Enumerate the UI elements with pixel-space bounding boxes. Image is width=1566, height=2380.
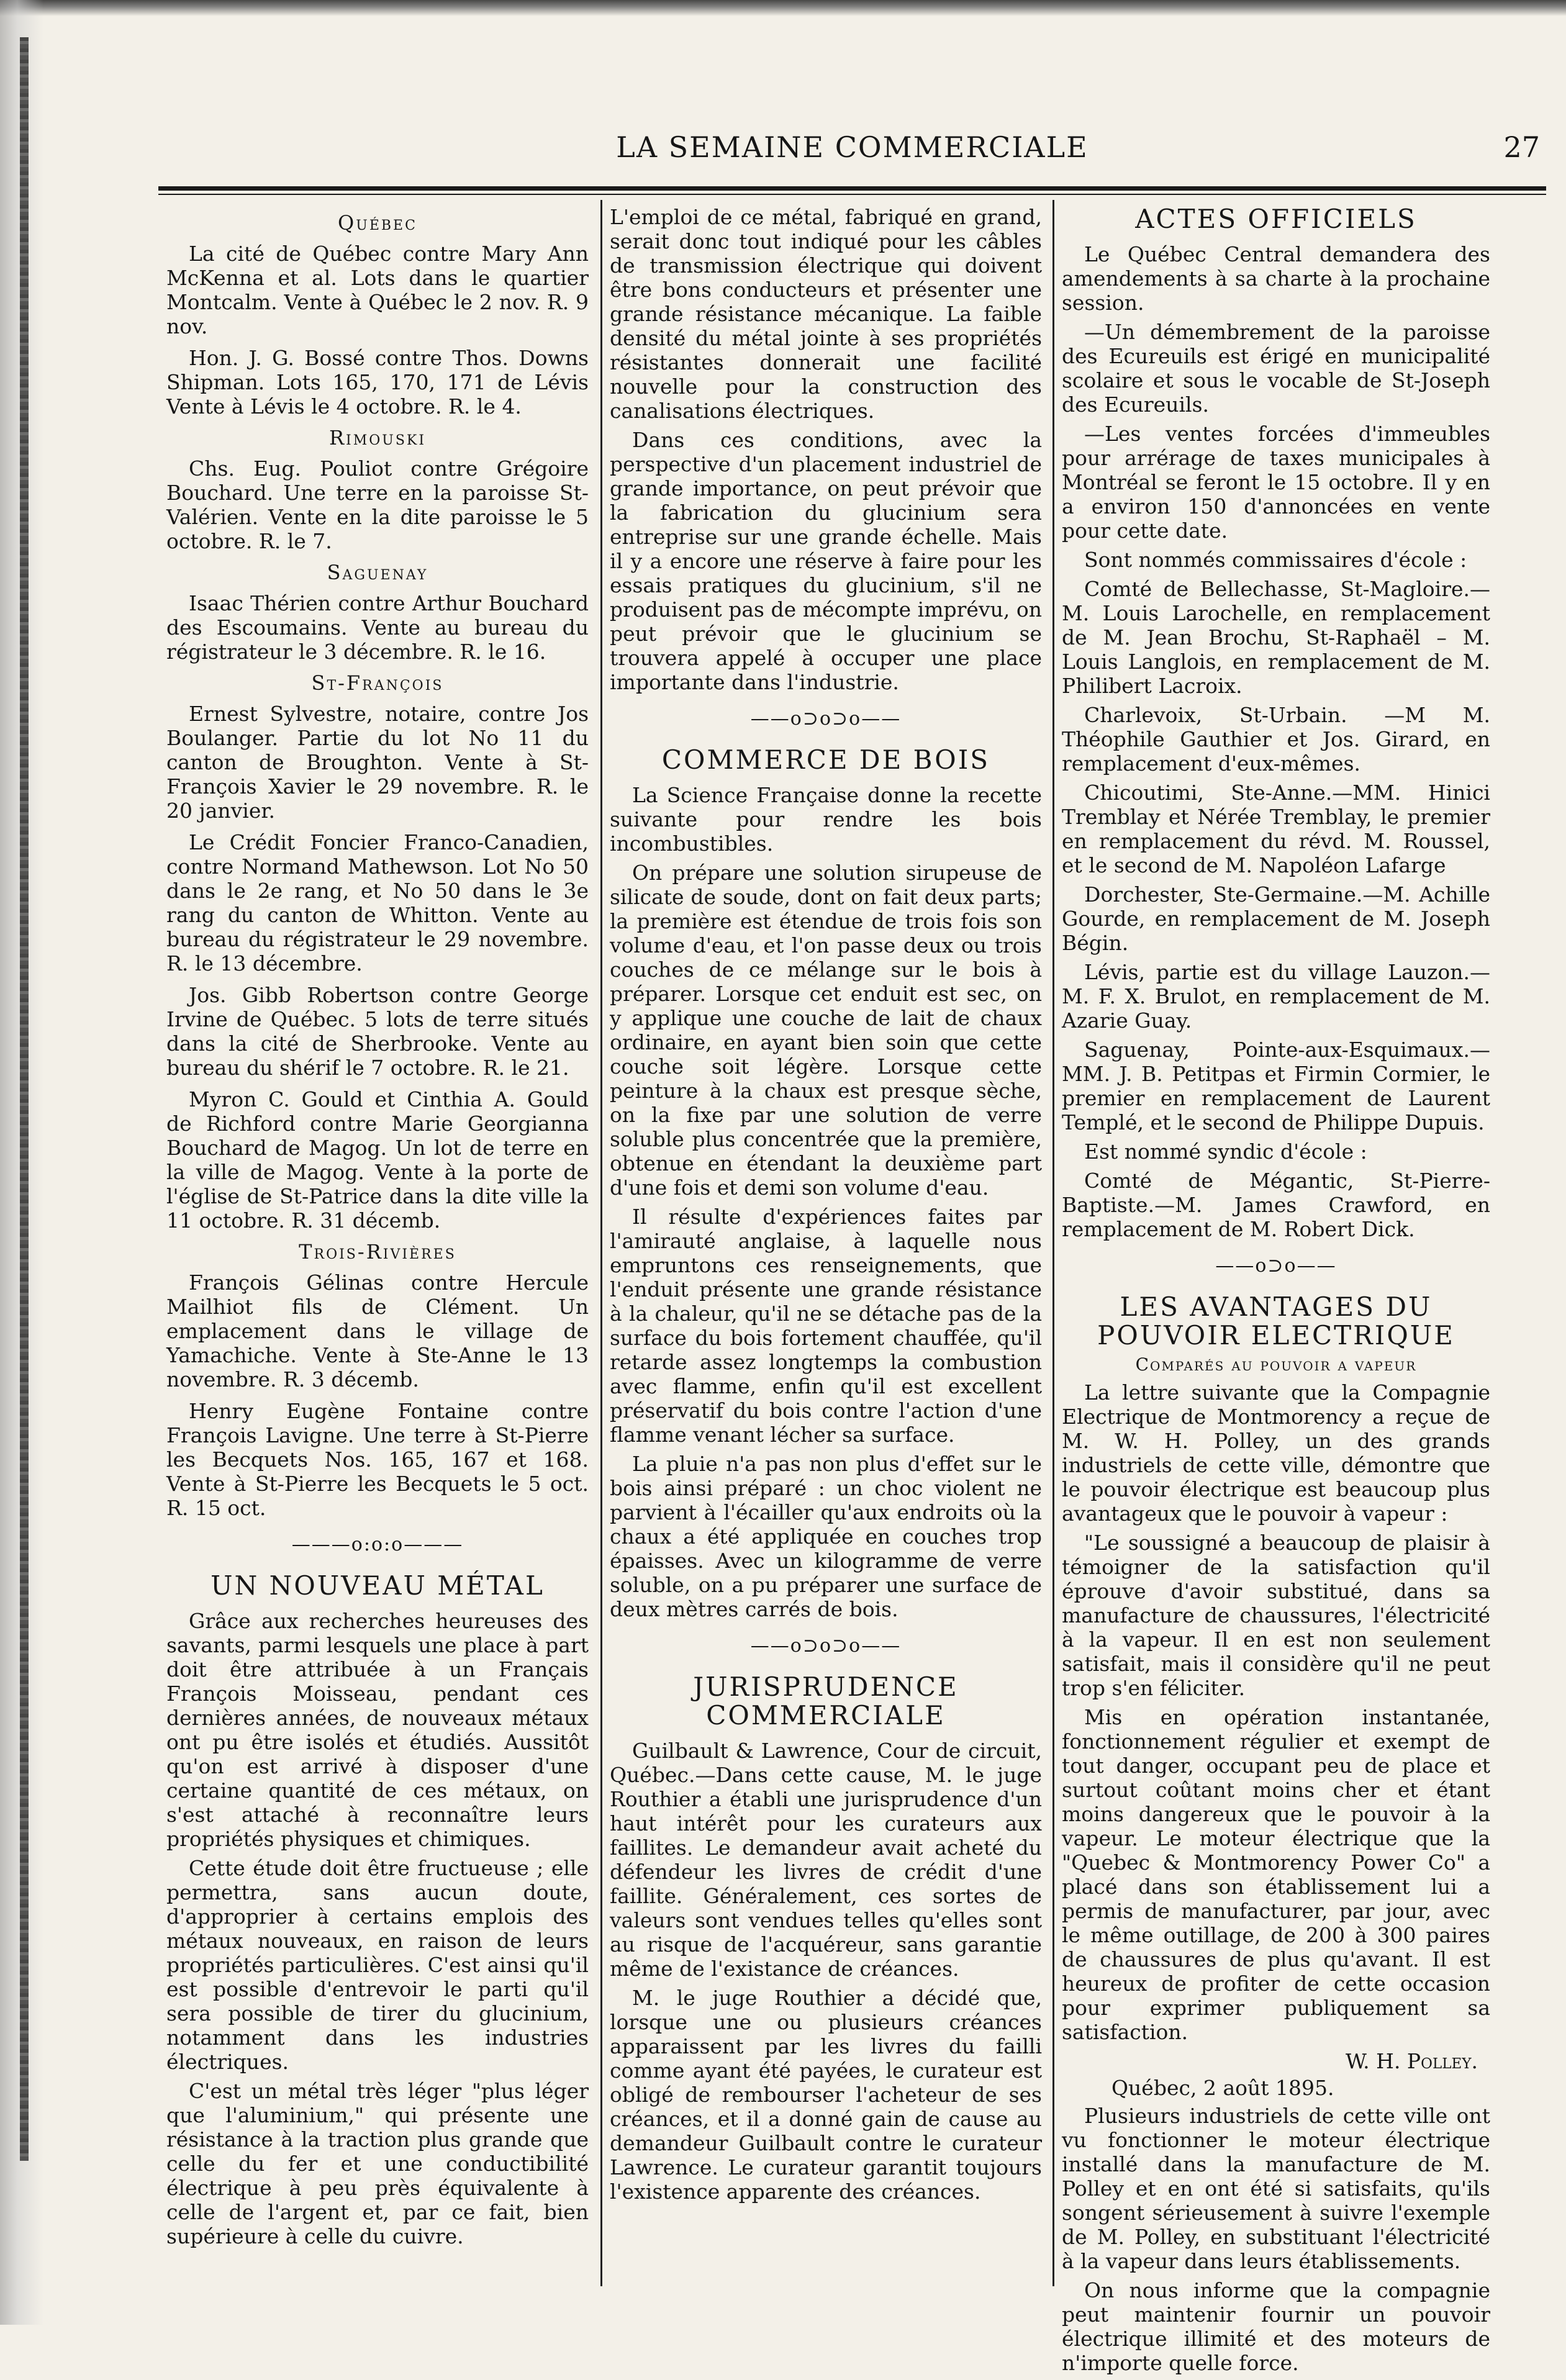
letter-signature: W. H. Polley. xyxy=(1346,2049,1478,2073)
court-section xyxy=(166,211,589,419)
article-paragraph: Charlevoix, St-Urbain. —M M. Théophile Gauthier et Jos. Girard, en remplacement d'eux-mêmes. xyxy=(1062,703,1490,776)
column-divider xyxy=(1052,200,1054,2286)
article-paragraph: Comté de Mégantic, St-Pierre-Baptiste.—M. James Crawford, en remplacement de M. Robert Dick. xyxy=(1062,1169,1490,1241)
article-paragraph: —Les ventes forcées d'immeubles pour arrérage de taxes municipales à Montréal se feront le 15 octobre. Il y en a environ 150 d'annoncées en vente pour cette date. xyxy=(1062,422,1490,543)
court-entry: Henry Eugène Fontaine contre François Lavigne. Une terre à St-Pierre les Becquets Nos. 165, 167 et 168. Vente à St-Pierre les Becquets le 5 oct. R. 15 oct. xyxy=(166,1399,589,1520)
article-title: JURISPRUDENCE COMMERCIALE xyxy=(693,1672,959,1731)
header-rule-thin xyxy=(158,194,1546,195)
article-paragraph: M. le juge Routhier a décidé que, lorsque une ou plusieurs créances apparaissent par les livres du failli comme ayant été payées, le curateur est obligé de rembourser l'acheteur de ses créances, et il a donné gain de cause au demandeur Guilbault contre le curateur Lawrence. Le curateur garantit toujours l'existence apparente des créances. xyxy=(610,1986,1042,2204)
header-rule xyxy=(158,186,1546,191)
column-middle xyxy=(610,205,1042,2209)
scan-edge-shadow xyxy=(0,0,1566,16)
article-paragraph: La pluie n'a pas non plus d'effet sur le bois ainsi préparé : un choc violent ne parvient à l'écailler qu'aux endroits où la chaux a été appliquée en couches trop épaisses. Avec un kilogramme de verre soluble, on a pu préparer une surface de deux mètres carrés de bois. xyxy=(610,1452,1042,1621)
court-entry: François Gélinas contre Hercule Mailhiot fils de Clément. Un emplacement dans le village de Yamachiche. Vente à Ste-Anne le 13 novembre. R. 3 décemb. xyxy=(166,1270,589,1391)
article-paragraph: Le Québec Central demandera des amendements à sa charte à la prochaine session. xyxy=(1062,242,1490,315)
article-paragraph: —Un démembrement de la paroisse des Ecureuils est érigé en municipalité scolaire et sous le vocable de St-Joseph des Ecureuils. xyxy=(1062,320,1490,417)
court-entry: Jos. Gibb Robertson contre George Irvine de Québec. 5 lots de terre situés dans la cité de Sherbrooke. Vente au bureau du shérif le 7 octobre. R. le 21. xyxy=(166,983,589,1080)
section-ornament: ——o⊃o—— xyxy=(1215,1255,1337,1277)
running-title: LA SEMAINE COMMERCIALE xyxy=(616,130,1089,164)
article-paragraph: Dans ces conditions, avec la perspective d'un placement industriel de grande importance, on peut prévoir que la fabrication du glucinium sera entreprise sur une grande échelle. Mais il y a encore une réserve à faire pour les essais pratiques du glucinium, s'il ne produisent pas de mécompte imprévu, on peut prévoir que le glucinium se trouvera appelé à occuper une place importante dans l'industrie. xyxy=(610,428,1042,694)
article-paragraph: Comté de Bellechasse, St-Magloire.—M. Louis Larochelle, en remplacement de M. Jean Brochu, St-Raphaël – M. Louis Langlois, en remplacement de M. Philibert Lacroix. xyxy=(1062,577,1490,698)
article-paragraph: On prépare une solution sirupeuse de silicate de soude, dont on fait deux parts; la première est étendue de trois fois son volume d'eau, et l'on passe deux ou trois couches de ce mélange sur le bois à préparer. Lorsque cet enduit est sec, on y applique une couche de lait de chaux ordinaire, en ayant bien soin que cette couche soit légère. Lorsque cette peinture à la chaux est presque sèche, on la fixe par une solution de verre soluble plus concentrée que la première, obtenue en étendant la deuxième part d'une fois et demi son volume d'eau. xyxy=(610,861,1042,1200)
district-heading: Québec xyxy=(338,211,417,235)
district-heading: Rimouski xyxy=(328,426,427,450)
section-ornament: ———o:o:o——— xyxy=(291,1534,464,1555)
article-paragraph: Saguenay, Pointe-aux-Esquimaux.—MM. J. B. Petitpas et Firmin Cormier, le premier en remplacement de Laurent Templé, et le second de Philippe Dupuis. xyxy=(1062,1038,1490,1134)
article-paragraph: L'emploi de ce métal, fabriqué en grand, serait donc tout indiqué pour les câbles de transmission électrique qui doivent être bons conducteurs et présenter une grande résistance mécanique. La faible densité du métal jointe à ses propriétés résistantes donnerait une facilité nouvelle pour la construction des canalisations électriques. xyxy=(610,205,1042,423)
article-paragraph: Sont nommés commissaires d'école : xyxy=(1084,548,1467,572)
article-paragraph: Dorchester, Ste-Germaine.—M. Achille Gourde, en remplacement de M. Joseph Bégin. xyxy=(1062,882,1490,955)
article-title: LES AVANTAGES DU POUVOIR ELECTRIQUE xyxy=(1097,1292,1455,1351)
court-section xyxy=(166,1240,589,1520)
court-entry: Myron C. Gould et Cinthia A. Gould de Richford contre Marie Georgianna Bouchard de Magog. Un lot de terre en la ville de Magog. Vente à la porte de l'église de St-Patrice dans la dite ville la 11 octobre. R. 31 décemb. xyxy=(166,1087,589,1233)
binding-spine xyxy=(20,37,29,2161)
letter-date: Québec, 2 août 1895. xyxy=(1111,2076,1334,2100)
article-paragraph: C'est un métal très léger "plus léger que l'aluminium," qui présente une résistance à la traction plus grande que celle du fer et une conductibilité électrique à peu près équivalente à celle de l'argent et, par ce fait, bien supérieure à celle du cuivre. xyxy=(166,2079,589,2248)
article-paragraph: La Science Française donne la recette suivante pour rendre les bois incombustibles. xyxy=(610,783,1042,856)
article-paragraph: Grâce aux recherches heureuses des savants, parmi lesquels une place à part doit être attribuée à un Français François Moisseau, pendant ces dernières années, de nouveaux métaux ont pu être isolés et étudiés. Aussitôt qu'on est arrivé à disposer d'une certaine quantité de ces métaux, on s'est attaché à reconnaître leurs propriétés physiques et chimiques. xyxy=(166,1609,589,1851)
column-left xyxy=(166,205,589,2253)
article-paragraph: "Le soussigné a beaucoup de plaisir à témoigner de la satisfaction qu'il éprouve d'avoir substitué, dans sa manufacture de chaussures, l'électricité à la vapeur. Il en est non seulement satisfait, mais il considère qu'il ne peut trop s'en féliciter. xyxy=(1062,1531,1490,1700)
column-right xyxy=(1062,205,1490,2380)
page-number: 27 xyxy=(1503,130,1540,164)
article-paragraph: Mis en opération instantanée, fonctionnement régulier et exempt de tout danger, occupant peu de place et surtout coûtant moins cher et étant moins dangereux que le pouvoir à la vapeur. Le moteur électrique que la "Quebec & Montmorency Power Co" a placé dans son établissement lui a permis de manufacturer, par jour, avec le même outillage, de 200 à 300 paires de chaussures de plus qu'avant. Il est heureux de profiter de cette occasion pour exprimer publiquement sa satisfaction. xyxy=(1062,1705,1490,2044)
article-paragraph: Lévis, partie est du village Lauzon.—M. F. X. Brulot, en remplacement de M. Azarie Guay. xyxy=(1062,960,1490,1033)
column-divider xyxy=(600,200,602,2286)
section-ornament: ——o⊃o⊃o—— xyxy=(750,708,902,730)
page-header xyxy=(158,130,1546,174)
court-section xyxy=(166,561,589,664)
court-entry: La cité de Québec contre Mary Ann McKenna et al. Lots dans le quartier Montcalm. Vente à Québec le 2 nov. R. 9 nov. xyxy=(166,242,589,338)
district-heading: St-François xyxy=(311,671,444,695)
court-entry: Isaac Thérien contre Arthur Bouchard des Escoumains. Vente au bureau du régistrateur le 3 décembre. R. le 16. xyxy=(166,591,589,664)
court-entry: Le Crédit Foncier Franco-Canadien, contre Normand Mathewson. Lot No 50 dans le 2e rang, et No 50 dans le 3e rang du canton de Whitton. Vente au bureau du régistrateur le 29 novembre. R. le 13 décembre. xyxy=(166,830,589,975)
article-title: ACTES OFFICIELS xyxy=(1135,204,1417,234)
article-paragraph: La lettre suivante que la Compagnie Electrique de Montmorency a reçue de M. W. H. Polley, un des grands industriels de cette ville, démontre que le pouvoir électrique est beaucoup plus avantageux que le pouvoir à vapeur : xyxy=(1062,1380,1490,1526)
section-ornament: ——o⊃o⊃o—— xyxy=(750,1635,902,1657)
district-heading: Saguenay xyxy=(327,561,428,584)
article-paragraph: Est nommé syndic d'école : xyxy=(1084,1139,1367,1164)
article-paragraph: On nous informe que la compagnie peut maintenir fournir un pouvoir électrique illimité et des moteurs de n'importe quelle force. xyxy=(1062,2278,1490,2375)
article-title: UN NOUVEAU MÉTAL xyxy=(210,1570,545,1601)
court-section xyxy=(166,426,589,553)
article-paragraph: Plusieurs industriels de cette ville ont vu fonctionner le moteur électrique installé dans la manufacture de M. Polley et en ont été si satisfaits, qu'ils songent sérieusement à suivre l'exemple de M. Polley, en substituant l'électricité à la vapeur dans leurs établissements. xyxy=(1062,2104,1490,2273)
article-paragraph: Il résulte d'expériences faites par l'amirauté anglaise, à laquelle nous empruntons ces renseignements, que l'enduit présente une grande résistance à la chaleur, qu'il ne se détache pas de la surface du bois fortement chauffée, qu'il retarde assez longtemps la combustion avec flamme, enfin qu'il est excellent préservatif du bois contre l'action d'une flamme venant lécher sa surface. xyxy=(610,1205,1042,1447)
article-paragraph: Chicoutimi, Ste-Anne.—MM. Hinici Tremblay et Nérée Tremblay, le premier en remplacement du révd. M. Roussel, et le second de M. Napoléon Lafarge xyxy=(1062,781,1490,877)
district-heading: Trois-Rivières xyxy=(299,1240,456,1264)
article-subtitle: Comparés au pouvoir a vapeur xyxy=(1135,1354,1417,1375)
court-entry: Ernest Sylvestre, notaire, contre Jos Boulanger. Partie du lot No 11 du canton de Broughton. Vente à St-François Xavier le 29 novembre. R. le 20 janvier. xyxy=(166,702,589,823)
court-entry: Chs. Eug. Pouliot contre Grégoire Bouchard. Une terre en la paroisse St-Valérien. Vente en la dite paroisse le 5 octobre. R. le 7. xyxy=(166,456,589,553)
article-paragraph: Cette étude doit être fructueuse ; elle permettra, sans aucun doute, d'approprier à certains emplois des métaux nouveaux, en raison de leurs propriétés particulières. C'est ainsi qu'il est possible d'entrevoir le parti qu'il sera possible de tirer du glucinium, notamment dans les industries électriques. xyxy=(166,1856,589,2074)
court-entry: Hon. J. G. Bossé contre Thos. Downs Shipman. Lots 165, 170, 171 de Lévis Vente à Lévis le 4 octobre. R. le 4. xyxy=(166,346,589,419)
article-paragraph: Guilbault & Lawrence, Cour de circuit, Québec.—Dans cette cause, M. le juge Routhier a établi une jurisprudence d'un haut intérêt pour les curateurs aux faillites. Le demandeur avait acheté du défendeur les livres de crédit d'une faillite. Généralement, ces sortes de valeurs sont vendues telles qu'elles sont au risque de l'acquéreur, sans garantie même de l'existance de créances. xyxy=(610,1739,1042,1981)
court-section xyxy=(166,671,589,1233)
article-title: COMMERCE DE BOIS xyxy=(661,744,990,775)
